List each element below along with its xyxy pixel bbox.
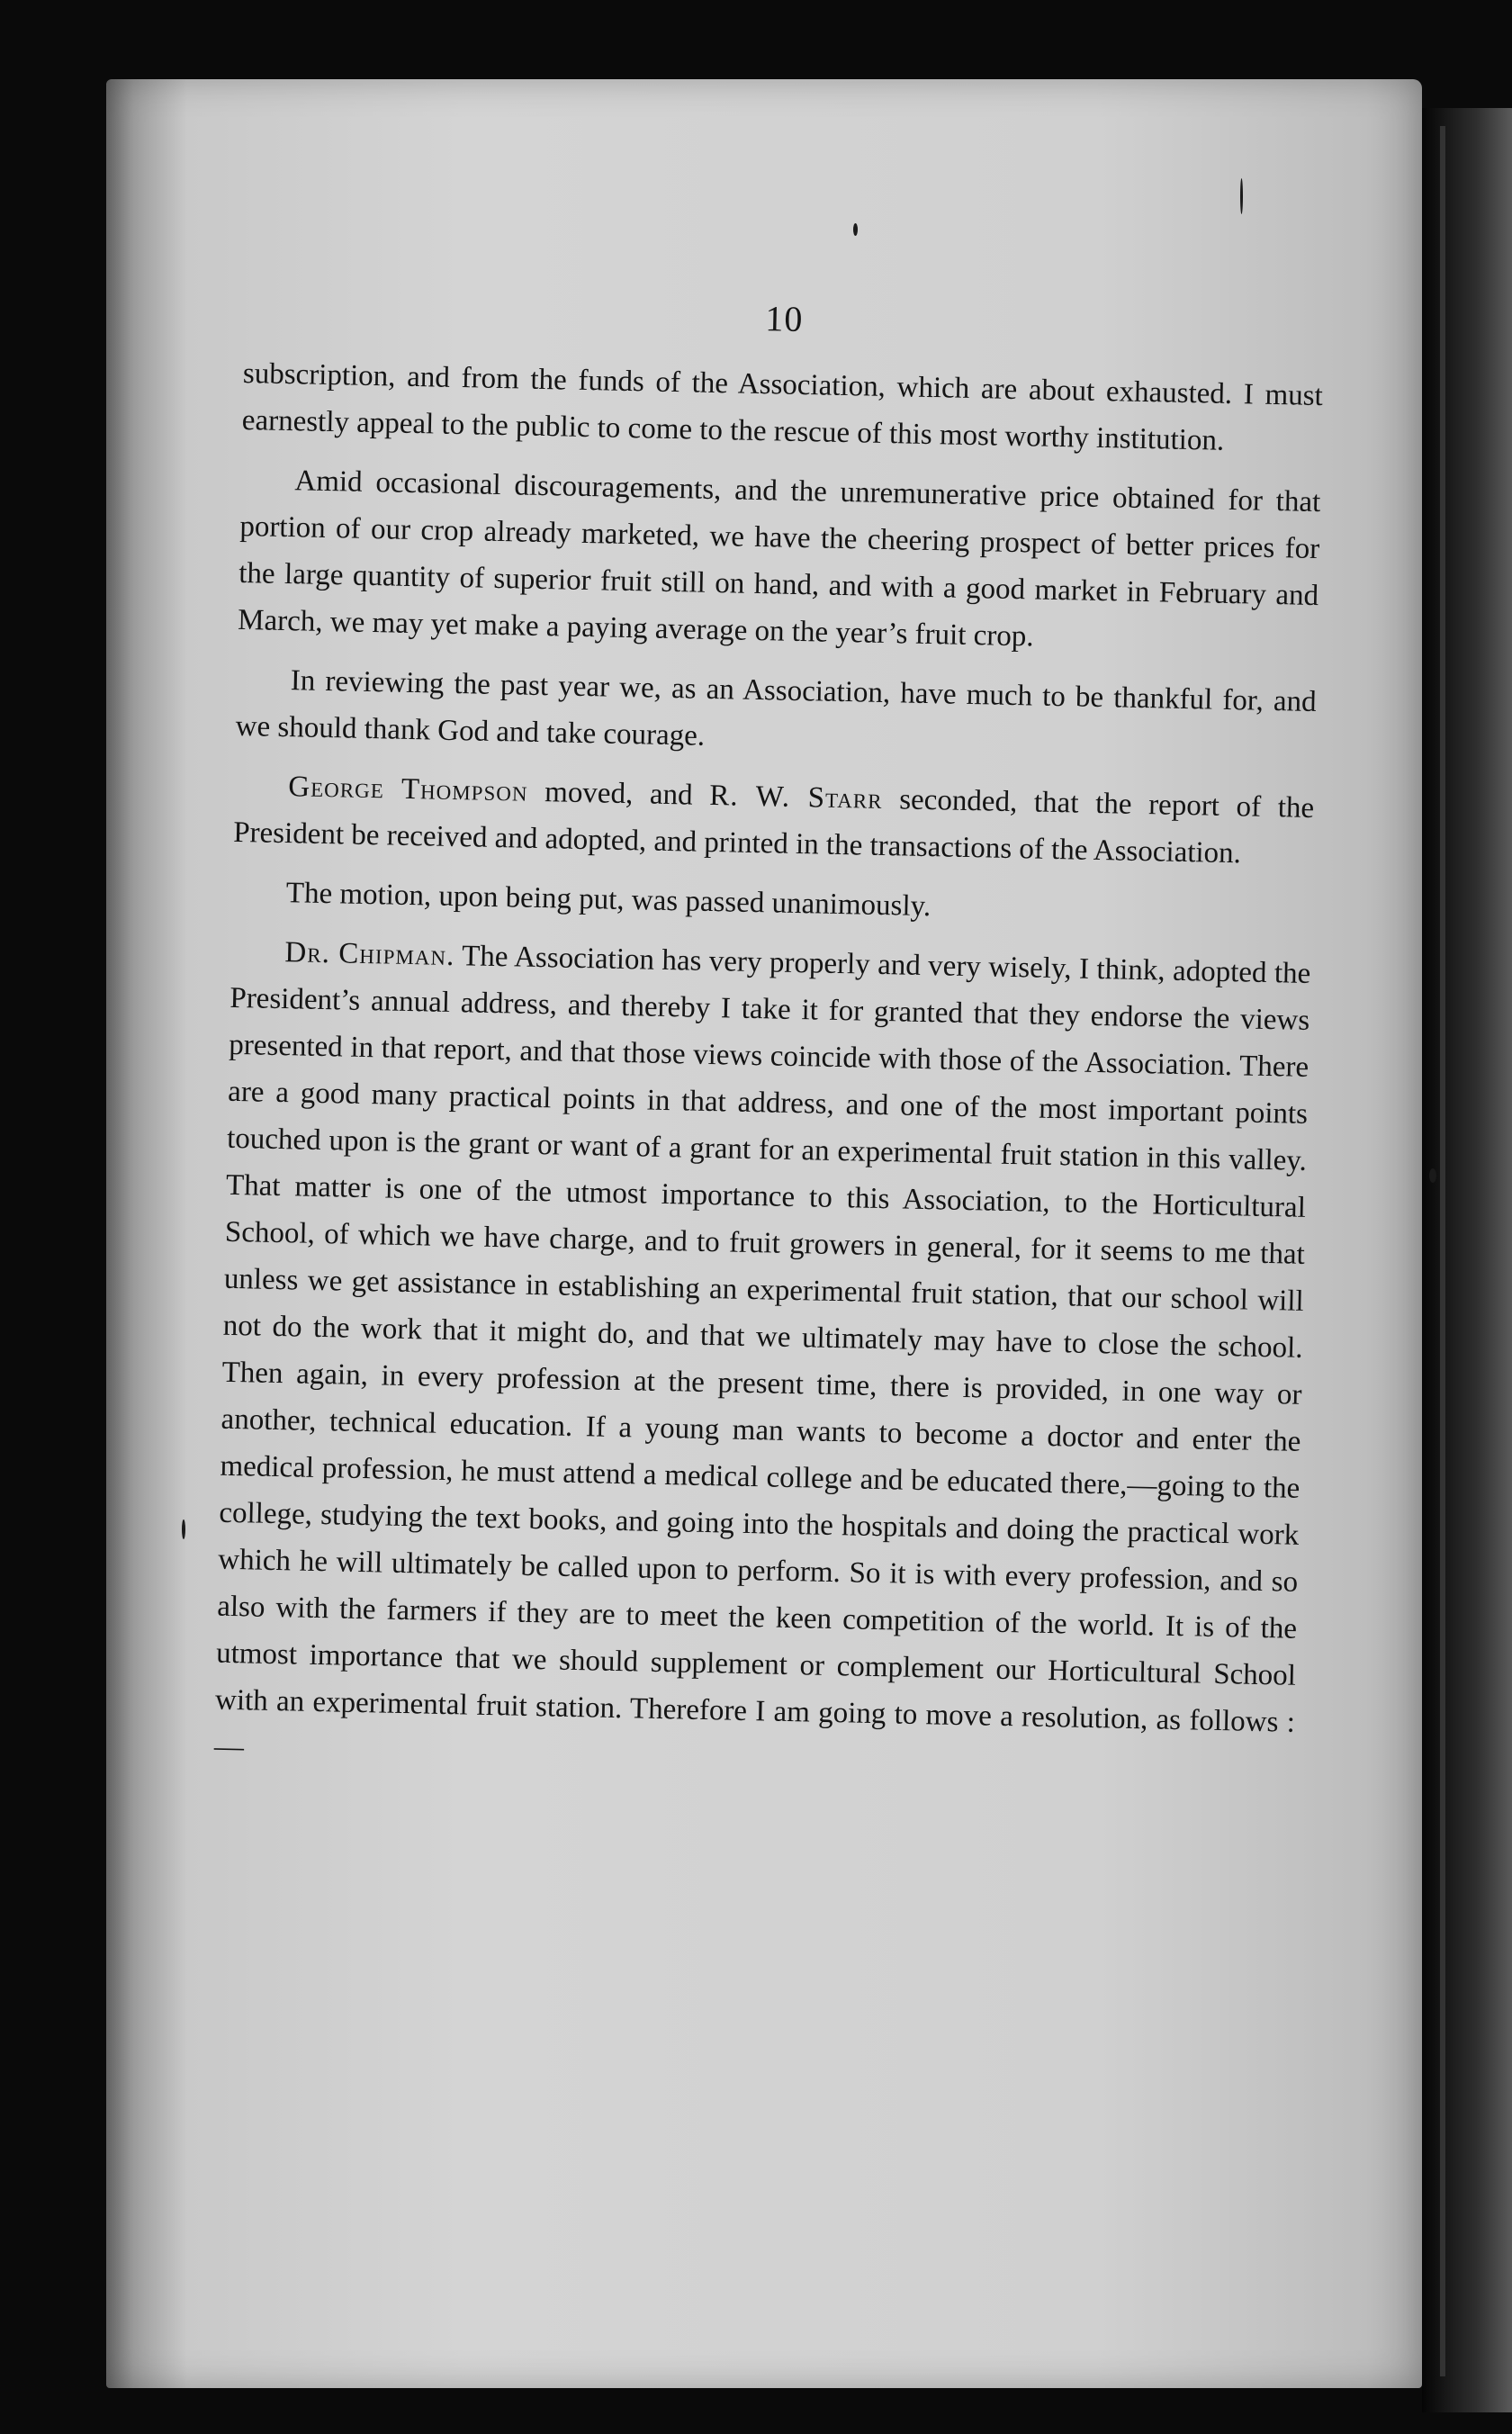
- page-number: 10: [764, 298, 804, 339]
- paragraph-chipman: [213, 928, 1310, 1793]
- paragraph-discouragements: Amid occasional discouragements, and the unremunerative price obtained for that portion of our crop already marketed, we have the cheering prospect of better prices for the large quantity of superior fruit still on hand, and with a good market in February and March, we may yet make a paying average on the year’s fruit crop.: [237, 464, 1321, 654]
- paragraph-unanimous: The motion, upon being put, was passed unanimously.: [285, 877, 932, 924]
- motion-text-part-2: seconded, that the report of the President be received and adopted, and printed in the transactions of the Association.: [232, 782, 1315, 870]
- adjacent-page-edge: [1440, 126, 1445, 2376]
- dust-speck: [1429, 1168, 1436, 1183]
- dust-speck: [182, 1519, 185, 1539]
- speaker-name-thompson: George Thompson: [287, 771, 528, 808]
- text-block: [213, 286, 1325, 1806]
- dust-speck: [1240, 178, 1243, 214]
- chipman-speech-text: The Association has very properly and very wisely, I think, adopted the President’s annual address, and thereby I take it for granted that they endorse the views presented in that report, and that those views coincide with those of the Association. There are a good many practical points in that address, and one of the most important points touched upon is the grant or want of a grant for an experimental fruit station in this valley. That matter is one of the utmost importance to this Association, to the Horticultural School, of which we have charge, and to fruit growers in general, for it seems to me that unless we get assistance in establishing an experimental fruit station, that our school will not do the work that it might do, and that we ultimately may have to close the school. Then again, in every profession at the present time, there is provided, in one way or another, technical education. If a young man wants to become a doctor and enter the medical profession, he must attend a medical college and be educated there,—going to the college, studying the text books, and going into the hospitals and doing the practical work which he will ultimately be called upon to perform. So it is with every profession, and so also with the farmers if they are to meet the keen competition of the world. It is of the utmost importance that we should supplement or complement our Horticultural School with an experimental fruit station. Therefore I am going to move a resolution, as follows :—: [213, 940, 1311, 1764]
- paragraph-motion: [233, 762, 1315, 879]
- motion-text-part-1: moved, and: [527, 775, 710, 812]
- dust-speck: [853, 223, 858, 236]
- speaker-name-starr: R. W. Starr: [708, 779, 883, 816]
- speaker-name-chipman: Dr. Chipman.: [284, 936, 455, 973]
- paragraph-subscription: subscription, and from the funds of the Association, which are about exhausted. I must earnestly appeal to the public to come to the rescue of this most worthy institution.: [241, 356, 1324, 457]
- paragraph-reviewing: In reviewing the past year we, as an Association, have much to be thankful for, and we should thank God and take courage.: [235, 664, 1317, 753]
- book-spine: [1422, 108, 1512, 2412]
